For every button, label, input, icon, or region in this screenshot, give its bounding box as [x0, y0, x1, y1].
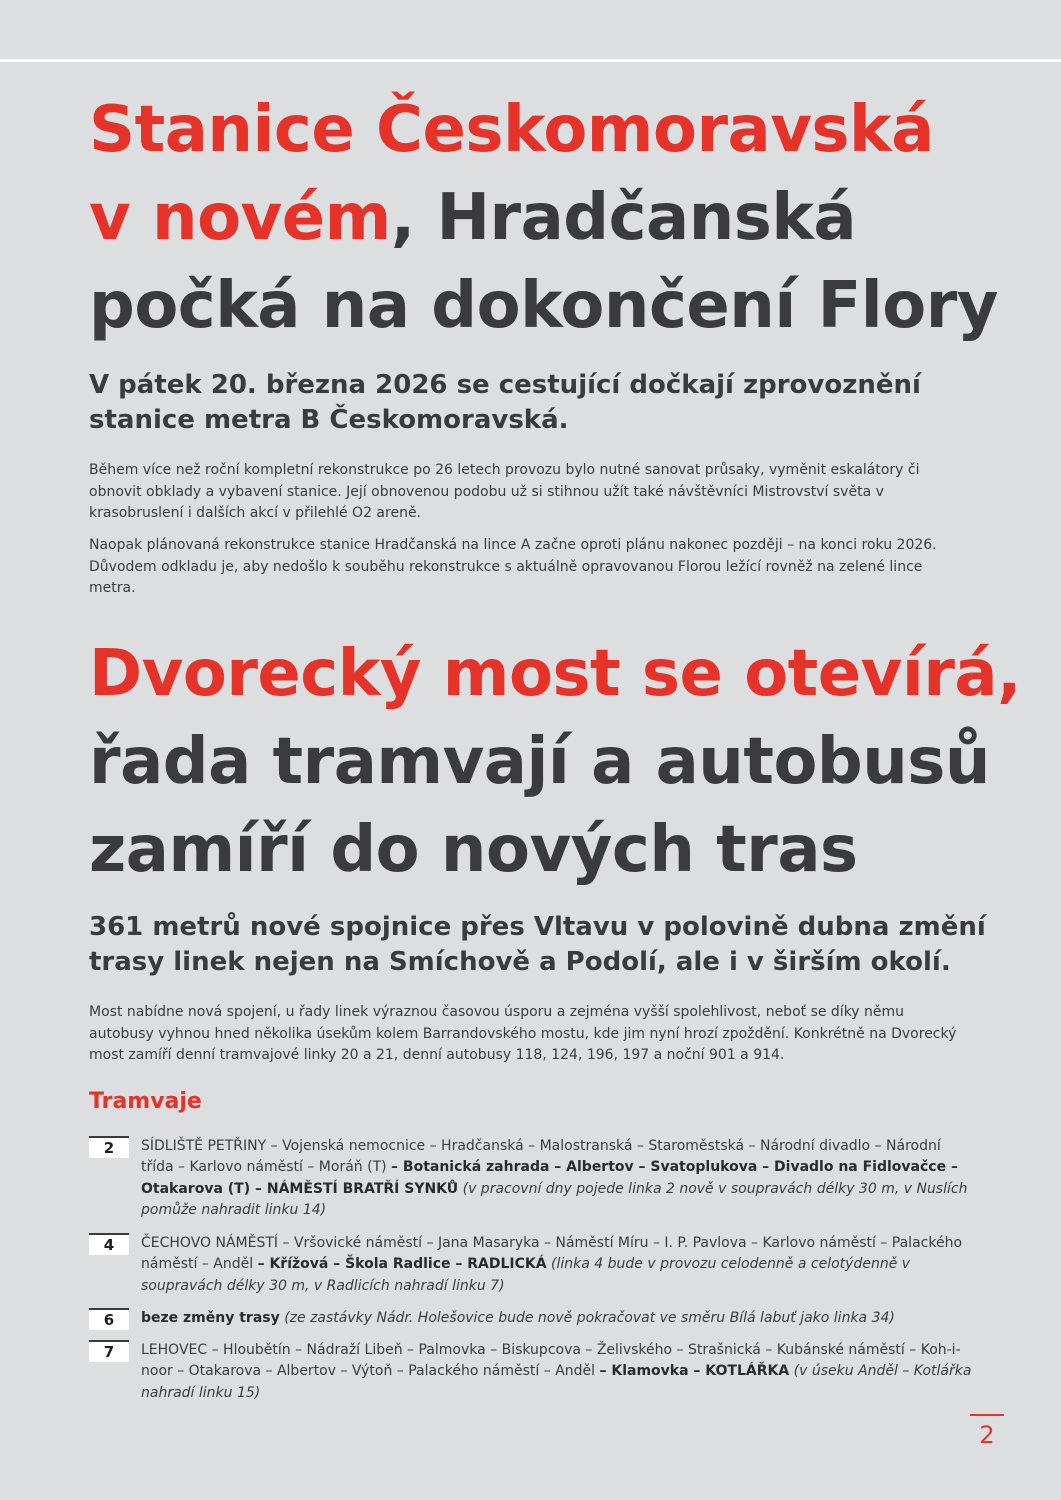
article2-paragraph: Most nabídne nová spojení, u řady linek výraznou časovou úsporu a zejména vyšší spolehlivost, neboť se díky němu autobusy vyhnou hned několika úsekům kolem Barrandovského mostu, kde jim nyní hrozí zpoždění. Konkrétně na Dvorecký most zamíří denní tramvajové linky 20 a 21, denní autobusy 118, 124, 196, 197 a noční 901 a 914.: [89, 1004, 957, 1063]
article1-paragraph-1: Během více než roční kompletní rekonstrukce po 26 letech provozu bylo nutné sanovat průsaky, vyměnit eskalátory či obnovit obklady a vybavení stanice. Její obnovenou podobu už si stihnou užít také návštěvníci Mistrovství světa v krasobruslení i dalších akcí v přilehlé O2 areně.: [89, 462, 920, 521]
route-plain: ČECHOVO NÁMĚSTÍ – Vršovické náměstí – Jana Masaryka – Náměstí Míru – I. P. Pavlova – Karlovo náměstí – Palackého náměstí – Anděl: [141, 1235, 963, 1273]
route-note: (v pracovní dny pojede linka 2 nově v soupravách délky 30 m, v Nuslích pomůže nahradit linku 14): [141, 1180, 968, 1218]
tram-line-number: 7: [89, 1340, 129, 1362]
article2-headline: [89, 630, 1021, 894]
article2-lead-line1: 361 metrů nové spojnice přes Vltavu v polovině dubna změní: [89, 912, 986, 942]
article1-lead: [89, 368, 921, 438]
article2-lead-line2: trasy linek nejen na Smíchově a Podolí, ale i v širším okolí.: [89, 947, 951, 977]
article1-headline-rest1: , Hradčanská: [390, 181, 857, 255]
tram-line-route: [141, 1233, 977, 1297]
route-bold: – Botanická zahrada – Albertov – Svatoplukova – Divadlo na Fidlovačce – Otakarova (T) – NÁMĚSTÍ BRATŘÍ SYNKŮ: [141, 1159, 958, 1197]
route-bold: – Klamovka – KOTLÁŘKA: [599, 1363, 790, 1380]
route-note: (linka 4 bude v provozu celodenně a celotýdenně v soupravách délky 30 m, v Radlicích nahradí linku 7): [141, 1256, 911, 1294]
route-bold: beze změny trasy: [141, 1310, 280, 1326]
article2-headline-rest1: řada tramvají a autobusů: [89, 725, 990, 799]
article1-headline-red2: v novém: [89, 181, 391, 255]
route-note: (v úseku Anděl – Kotlářka nahradí linku 15): [141, 1363, 972, 1401]
article2-headline-rest2: zamíří do nových tras: [89, 813, 858, 887]
article1-lead-line1: V pátek 20. března 2026 se cestující dočkají zprovoznění: [89, 370, 921, 400]
tram-line-number: 4: [89, 1233, 129, 1255]
article1-headline-red: Stanice Českomoravská: [89, 93, 934, 167]
page-number: 2: [970, 1414, 1004, 1452]
article1-headline: [89, 86, 998, 350]
tram-line-number: 6: [89, 1308, 129, 1330]
article1-lead-line2: stanice metra B Českomoravská.: [89, 405, 569, 435]
article1-paragraph-2: Naopak plánovaná rekonstrukce stanice Hradčanská na lince A začne oproti plánu nakonec později – na konci roku 2026. Důvodem odkladu je, aby nedošlo k souběhu rekonstrukce s aktuálně opravovanou Florou ležící rovněž na zelené lince metra.: [89, 537, 937, 596]
tram-line-route: [141, 1136, 977, 1221]
tram-line-route: [141, 1308, 977, 1329]
article2-headline-red: Dvorecký most se otevírá,: [89, 637, 1021, 711]
route-plain: LEHOVEC – Hloubětín – Nádraží Libeň – Palmovka – Biskupcova – Želivského – Strašnická – Kubánské náměstí – Koh-i-noor – Otakarova – Albertov – Výtoň – Palackého náměstí – Anděl: [141, 1342, 961, 1380]
tram-line-route: [141, 1340, 977, 1404]
route-bold: – Křížová – Škola Radlice – RADLICKÁ: [257, 1256, 547, 1273]
article1-headline-rest2: počká na dokončení Flory: [89, 269, 998, 343]
tram-line-number: 2: [89, 1136, 129, 1158]
route-plain: SÍDLIŠTĚ PETŘINY – Vojenská nemocnice – Hradčanská – Malostranská – Staroměstská – Národní divadlo – Národní třída – Karlovo náměstí – Moráň (T): [141, 1138, 941, 1176]
top-rule: [0, 59, 1061, 62]
article2-lead: [89, 910, 986, 980]
route-note: (ze zastávky Nádr. Holešovice bude nově pokračovat ve směru Bílá labuť jako linka 34): [279, 1310, 895, 1326]
section-title-tramvaje: Tramvaje: [89, 1089, 202, 1114]
